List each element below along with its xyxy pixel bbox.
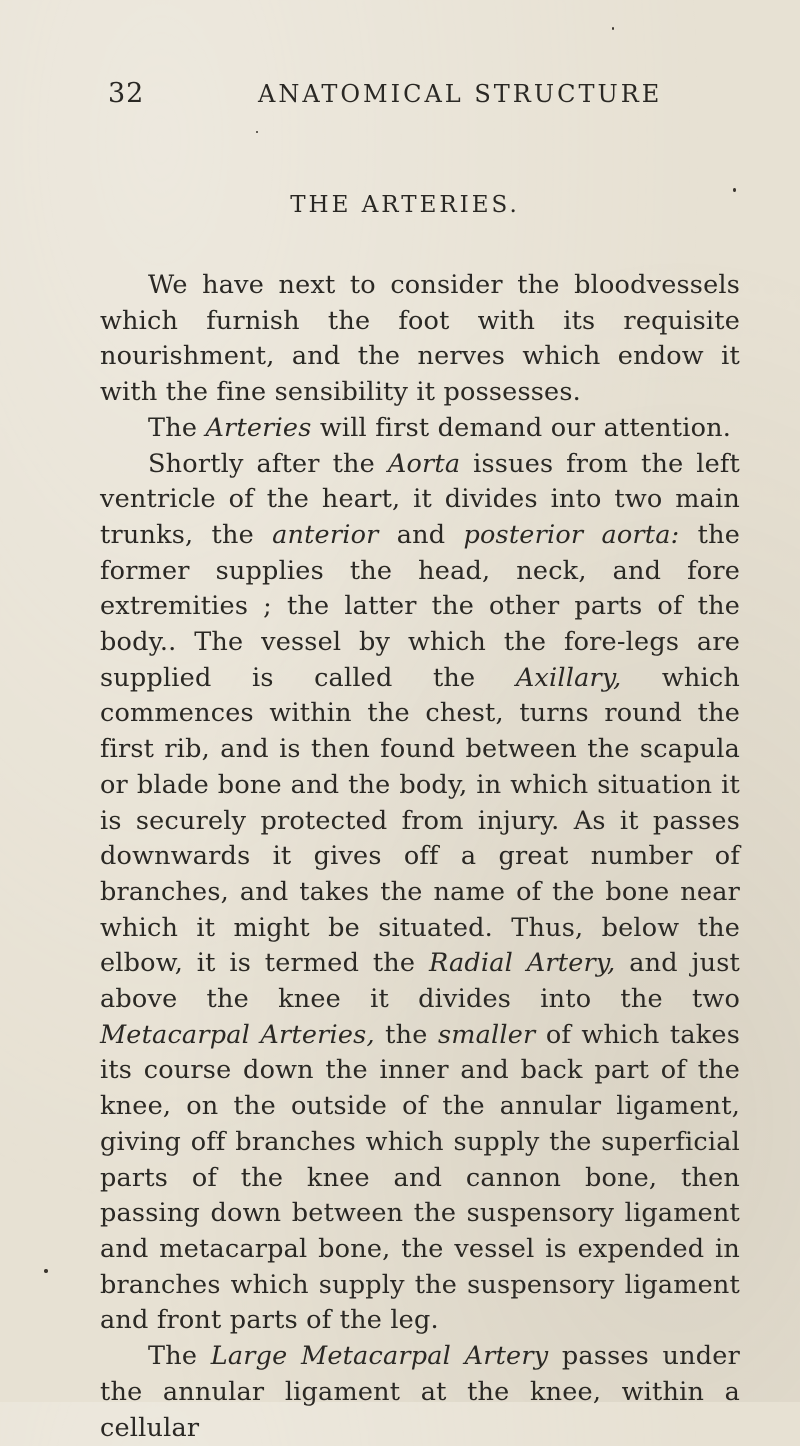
italic-term: smaller (437, 1019, 536, 1050)
italic-term: Axillary, (515, 662, 622, 693)
italic-term: posterior aorta: (463, 519, 680, 550)
page-header (108, 78, 668, 118)
text-run: and (378, 519, 464, 550)
page-number: 32 (108, 78, 145, 109)
body-text (100, 268, 740, 1446)
text-run: will first demand our attention. (311, 412, 732, 443)
paper-speck (256, 131, 258, 133)
text-run: Shortly after the (148, 448, 388, 479)
text-run: the (374, 1019, 438, 1050)
paragraph (100, 268, 740, 411)
italic-term: Radial Artery, (429, 948, 616, 979)
text-run: issues from the left ventricle of the heart, it divides into two main trunks, the (100, 448, 740, 550)
italic-term: Large Metacarpal Artery (210, 1341, 549, 1372)
text-run: The (148, 1341, 211, 1372)
paragraph (100, 1339, 740, 1446)
text-run: passes under the annular ligament at the knee, within a cellular (100, 1341, 740, 1443)
running-head: ANATOMICAL STRUCTURE (258, 80, 663, 108)
text-run: of which takes its course down the inner and back part of the knee, on the outside of the annular ligament, giving off branches which supply the superficial parts of the knee and cannon bone, then passing down between the suspensory ligament and metacarpal bone, the vessel is expended in branches which supply the suspensory ligament and front parts of the leg. (100, 1019, 740, 1336)
text-run: which commences within the chest, turns round the first rib, and is then found between the scapula or blade bone and the body, in which situation it is securely protected from injury. As it passes downwards it gives off a great number of branches, and takes the name of the bone near which it might be situated. Thus, below the elbow, it is termed the (100, 662, 740, 979)
section-title: THE ARTERIES. (290, 192, 520, 218)
italic-term: Aorta (387, 448, 461, 479)
paper-speck (612, 27, 614, 30)
text-run: the former supplies the head, neck, and fore extremities ; the latter the other parts of the body.. The vessel by which the fore-legs are supplied is called the (100, 519, 740, 693)
italic-term: Metacarpal Arteries, (100, 1019, 375, 1050)
paragraph (100, 447, 740, 1340)
italic-term: Arteries (205, 412, 312, 443)
paper-speck (733, 188, 736, 192)
paper-speck (44, 1269, 48, 1273)
text-run: The (148, 412, 206, 443)
text-run: and just above the knee it divides into the two (100, 948, 740, 1015)
text-run: We have next to consider the bloodvessels which furnish the foot with its requisite nourishment, and the nerves which endow it with the fine sensibility it possesses. (100, 270, 740, 408)
italic-term: anterior (272, 519, 379, 550)
paragraph (100, 411, 740, 447)
